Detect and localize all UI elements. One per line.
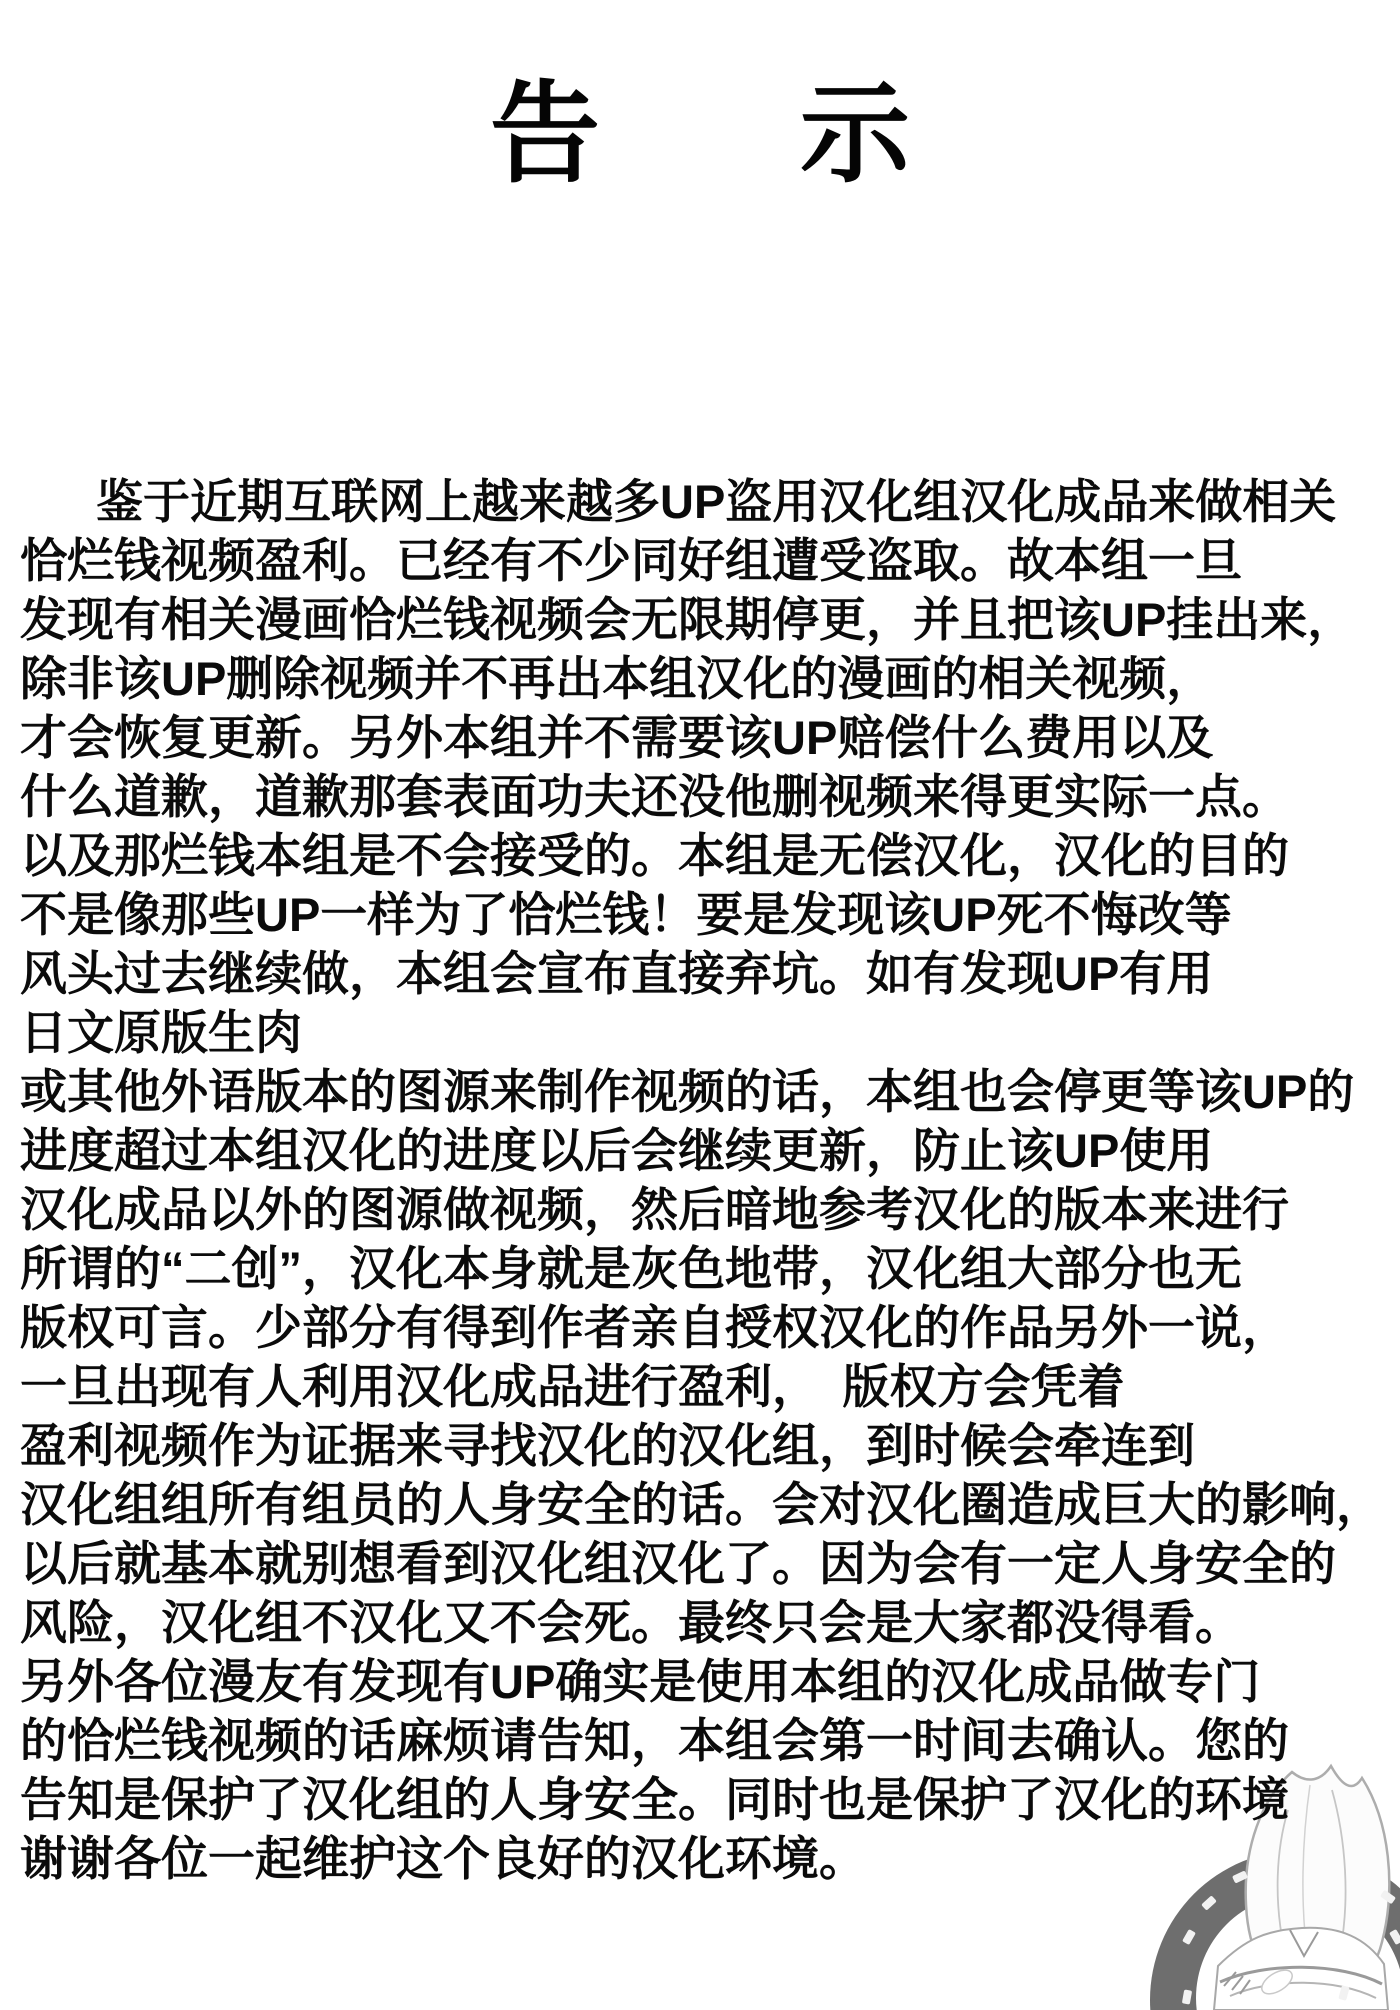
notice-line: 或其他外语版本的图源来制作视频的话，本组也会停更等该UP的 [20,1065,1355,1118]
notice-line: 版权可言。少部分有得到作者亲自授权汉化的作品另外一说， [20,1301,1289,1354]
notice-line: 的恰烂钱视频的话麻烦请告知，本组会第一时间去确认。您的 [20,1714,1289,1767]
notice-line: 发现有相关漫画恰烂钱视频会无限期停更，并且把该UP挂出来， [20,593,1355,646]
notice-line: 以后就基本就别想看到汉化组汉化了。因为会有一定人身安全的 [20,1537,1336,1590]
title-char-right: 示 [800,73,910,196]
notice-line: 以及那烂钱本组是不会接受的。本组是无偿汉化，汉化的目的 [20,829,1289,882]
notice-line: 汉化组组所有组员的人身安全的话。会对汉化圈造成巨大的影响， [20,1478,1383,1531]
notice-line: 才会恢复更新。另外本组并不需要该UP赔偿什么费用以及 [20,711,1214,764]
notice-line: 什么道歉，道歉那套表面功夫还没他删视频来得更实际一点。 [20,770,1289,823]
notice-line: 一旦出现有人利用汉化成品进行盈利， 版权方会凭着 [20,1360,1125,1413]
notice-line: 另外各位漫友有发现有UP确实是使用本组的汉化成品做专门 [20,1655,1261,1708]
notice-line: 风头过去继续做，本组会宣布直接弃坑。如有发现UP有用 [20,947,1214,1000]
notice-line: 进度超过本组汉化的进度以后会继续更新，防止该UP使用 [20,1124,1214,1177]
title-char-left: 告 [490,73,600,196]
notice-line: 不是像那些UP一样为了恰烂钱！要是发现该UP死不悔改等 [20,888,1232,941]
page-title [0,73,1400,196]
notice-line: 所谓的“二创”，汉化本身就是灰色地带，汉化组大部分也无 [20,1242,1242,1295]
notice-line: 汉化成品以外的图源做视频，然后暗地参考汉化的版本来进行 [20,1183,1289,1236]
notice-line: 盈利视频作为证据来寻找汉化的汉化组，到时候会牵连到 [20,1419,1195,1472]
notice-line: 告知是保护了汉化组的人身安全。同时也是保护了汉化的环境 [20,1773,1289,1826]
notice-line: 风险，汉化组不汉化又不会死。最终只会是大家都没得看。 [20,1596,1242,1649]
notice-line: 谢谢各位一起维护这个良好的汉化环境。 [20,1832,866,1885]
notice-body [20,472,1398,1888]
notice-line: 恰烂钱视频盈利。已经有不少同好组遭受盗取。故本组一旦 [20,534,1242,587]
notice-line: 日文原版生肉 [20,1006,302,1059]
notice-line: 除非该UP删除视频并不再出本组汉化的漫画的相关视频， [20,652,1214,705]
notice-line: 鉴于近期互联网上越来越多UP盗用汉化组汉化成品来做相关 [96,475,1337,528]
